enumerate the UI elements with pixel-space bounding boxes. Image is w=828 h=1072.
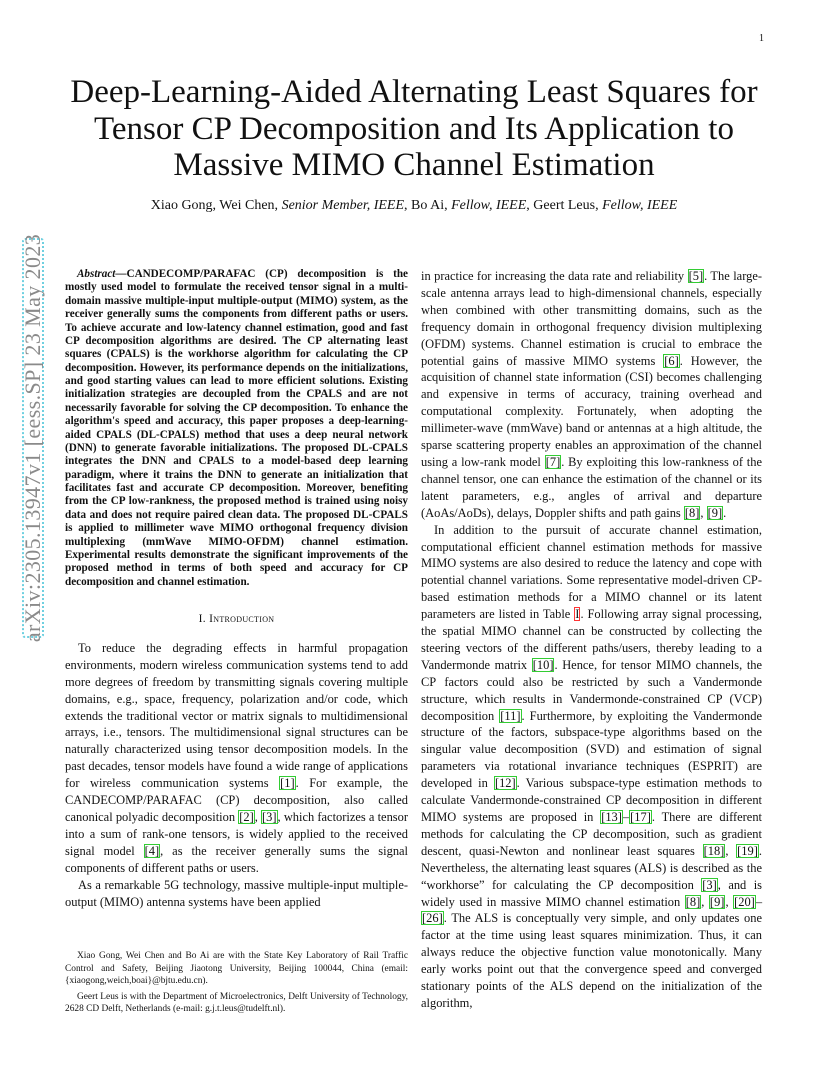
section-title: Introduction: [209, 613, 275, 625]
body-paragraph: in practice for increasing the data rate and reliability [5]. The large-scale antenna arrays lead to high-dimensional channels, especially when combined with other transmitting domains, such as the frequency domain in orthogonal frequency division multiplexing (OFDM) systems. Channel estimation is crucial to embrace the potential gains of massive MIMO systems [6]. However, the acquisition of channel state information (CSI) becomes challenging and expensive in terms of accuracy, training overhead and computational complexity. Fortunately, when adopting the millimeter-wave (mmWave) band or antennas at a high altitude, the sparse scattering property enables an approximation of the channel using a low-rank model [7]. By exploiting this low-rankness of the channel tensor, one can enhance the estimation of the channel or its latent parameters, e.g., angles of arrival and departure (AoAs/AoDs), delays, Doppler shifts and path gains [8], [9].: [421, 269, 763, 520]
right-column: [421, 268, 762, 1012]
paper-title: [40, 74, 788, 184]
citation-link[interactable]: [17]: [630, 810, 651, 824]
left-column: [65, 268, 408, 910]
arxiv-stamp[interactable]: [20, 233, 45, 643]
citation-link[interactable]: [4]: [144, 843, 160, 858]
citation-link[interactable]: [20]: [734, 894, 755, 909]
citation-link[interactable]: [19]: [737, 843, 758, 858]
abstract-text: —CANDECOMP/PARAFAC (CP) decomposition is the mostly used model to formulate the received tensor signal in a multi-domain massive multiple-input multiple-output (MIMO) system, as the receiver generally sums the components from different paths or users. To achieve accurate and low-latency channel estimation, good and fast CP decomposition algorithms are desired. The CP alternating least squares (CPALS) is the workhorse algorithm for calculating the CP decomposition. However, its performance depends on the initializations, and good starting values can lead to more efficient solutions. Existing initialization strategies are decoupled from the CPALS and are not necessarily favorable for solving the CP decomposition. To enhance the algorithm's speed and accuracy, this paper proposes a deep-learning-aided CPALS (DL-CPALS) method that uses a deep neural network (DNN) to generate favorable initializations. The proposed DL-CPALS integrates the DNN and CPALS to a model-based deep learning paradigm, where it trains the DNN to generate an initialization that facilitates fast and accurate CP decomposition. Moreover, benefiting from the CP low-rankness, the proposed method is trained using noisy data and does not require paired clean data. The proposed DL-CPALS is applied to millimeter wave MIMO orthogonal frequency division multiplexing (mmWave MIMO-OFDM) channel estimation. Experimental results demonstrate the significant improvements of the proposed method in terms of both speed and accuracy for CP decomposition and channel estimation.: [65, 268, 408, 588]
abstract: [65, 268, 408, 589]
author-names: Xiao Gong, Wei Chen,: [150, 198, 282, 213]
citation-link[interactable]: [11]: [500, 708, 521, 723]
body-paragraph: In addition to the pursuit of accurate channel estimation, computational efficient channel estimation methods for massive MIMO systems are also desired to reduce the latency and cope with potential channel variations. Some representative model-driven CP-based estimation methods for a MIMO channel or its latent parameters are listed in Table I. Following array signal processing, the spatial MIMO channel can be constructed by collecting the steering vectors of the different paths/users, thereby leading to a Vandermonde matrix [10]. Hence, for tensor MIMO channels, the CP factors could also be restricted by such a Vandermonde structure, which results in Vandermonde-constrained CP (VCP) decomposition [11]. Furthermore, by exploiting the Vandermonde structure of the factors, subspace-type algorithms based on the singular value decomposition (SVD) and estimation of signal parameters via rotational invariance techniques (ESPRIT) are developed in [12]. Various subspace-type estimation methods to calculate Vandermonde-constrained CP decomposition in different MIMO systems are proposed in [13]–[17]. There are different methods for calculating the CP decomposition, such as gradient descent, quasi-Newton and nonlinear least squares [18], [19]. Nevertheless, the alternating least squares (ALS) is described as the “workhorse” for calculating the CP decomposition [3], and is widely used in massive MIMO channel estimation [8], [9], [20]–[26]. The ALS is conceptually very simple, and only updates one factor at the time using least squares minimization. Thus, it can always reduce the objective function value monotonically. Many early works point out that the convergence speed and converged stationary points of the ALS depend on the initialization of the algorithm,: [421, 522, 763, 1010]
citation-link[interactable]: [9]: [709, 894, 725, 909]
title-line: Massive MIMO Channel Estimation: [173, 147, 655, 183]
author-role: Fellow, IEEE: [451, 198, 527, 213]
footnote: Geert Leus is with the Department of Microelectronics, Delft University of Technology, 2628 CD Delft, Netherlands (e-mail: g.j.t.leus@tudelft.nl).: [65, 991, 408, 1014]
citation-link[interactable]: [18]: [703, 843, 725, 858]
footnote: Xiao Gong, Wei Chen and Bo Ai are with the State Key Laboratory of Rail Traffic Control and Safety, Beijing Jiaotong University, Beijing 100044, China (email: {xiaogong,weich,boai}@bjtu.edu.cn).: [65, 951, 408, 986]
abstract-label: Abstract: [77, 268, 116, 280]
title-line: Tensor CP Decomposition and Its Application to: [94, 110, 734, 147]
citation-link[interactable]: [6]: [664, 353, 679, 368]
author-list: [40, 198, 788, 214]
citation-link[interactable]: [3]: [702, 877, 717, 892]
title-line: Deep-Learning-Aided Alternating Least Squares for: [70, 74, 758, 110]
citation-link[interactable]: [9]: [707, 505, 723, 520]
author-role: Senior Member, IEEE: [281, 198, 405, 213]
citation-link[interactable]: [10]: [532, 657, 554, 672]
citation-link[interactable]: [8]: [684, 505, 700, 520]
citation-link[interactable]: [26]: [422, 911, 443, 926]
author-names: , Geert Leus,: [526, 198, 603, 213]
author-names: , Bo Ai,: [404, 198, 452, 213]
citation-link[interactable]: [3]: [262, 809, 277, 824]
intro-paragraph: As a remarkable 5G technology, massive multiple-input multiple-output (MIMO) antenna systems have been applied: [65, 877, 408, 909]
citation-link[interactable]: [2]: [239, 809, 254, 824]
author-role: Fellow, IEEE: [602, 198, 678, 213]
citation-link[interactable]: [1]: [280, 776, 295, 791]
intro-paragraph: To reduce the degrading effects in harmful propagation environments, modern wireless communication systems tend to add more degrees of freedom by transmitting signals covering multiple domains, e.g., space, frequency, polarization and/or code, which extends the traditional vector or matrix signals to multidimensional arrays, i.e., tensors. The multidimensional signal structures can be naturally characterized using tensor decomposition models. In the past decades, tensor models have found a wide range of applications for wireless communication systems [1]. For example, the CANDECOMP/PARAFAC (CP) decomposition, also called canonical polyadic decomposition [2], [3], which factorizes a tensor into a sum of rank-one tensors, is widely applied to the received signal model [4], as the receiver generally sums the signal components of different paths or users.: [65, 640, 409, 875]
table-reference-link[interactable]: I: [575, 607, 580, 622]
citation-link[interactable]: [5]: [688, 269, 704, 283]
citation-link[interactable]: [13]: [601, 810, 622, 824]
page-number: 1: [759, 33, 764, 44]
citation-link[interactable]: [7]: [545, 454, 561, 469]
arxiv-stamp-text: arXiv:2305.13947v1 [eess.SP] 23 May 2023: [20, 233, 45, 643]
citation-link[interactable]: [8]: [685, 894, 701, 909]
citation-link[interactable]: [12]: [494, 776, 516, 791]
footnotes: [65, 950, 408, 1019]
section-heading: I. Introduction: [198, 613, 275, 625]
